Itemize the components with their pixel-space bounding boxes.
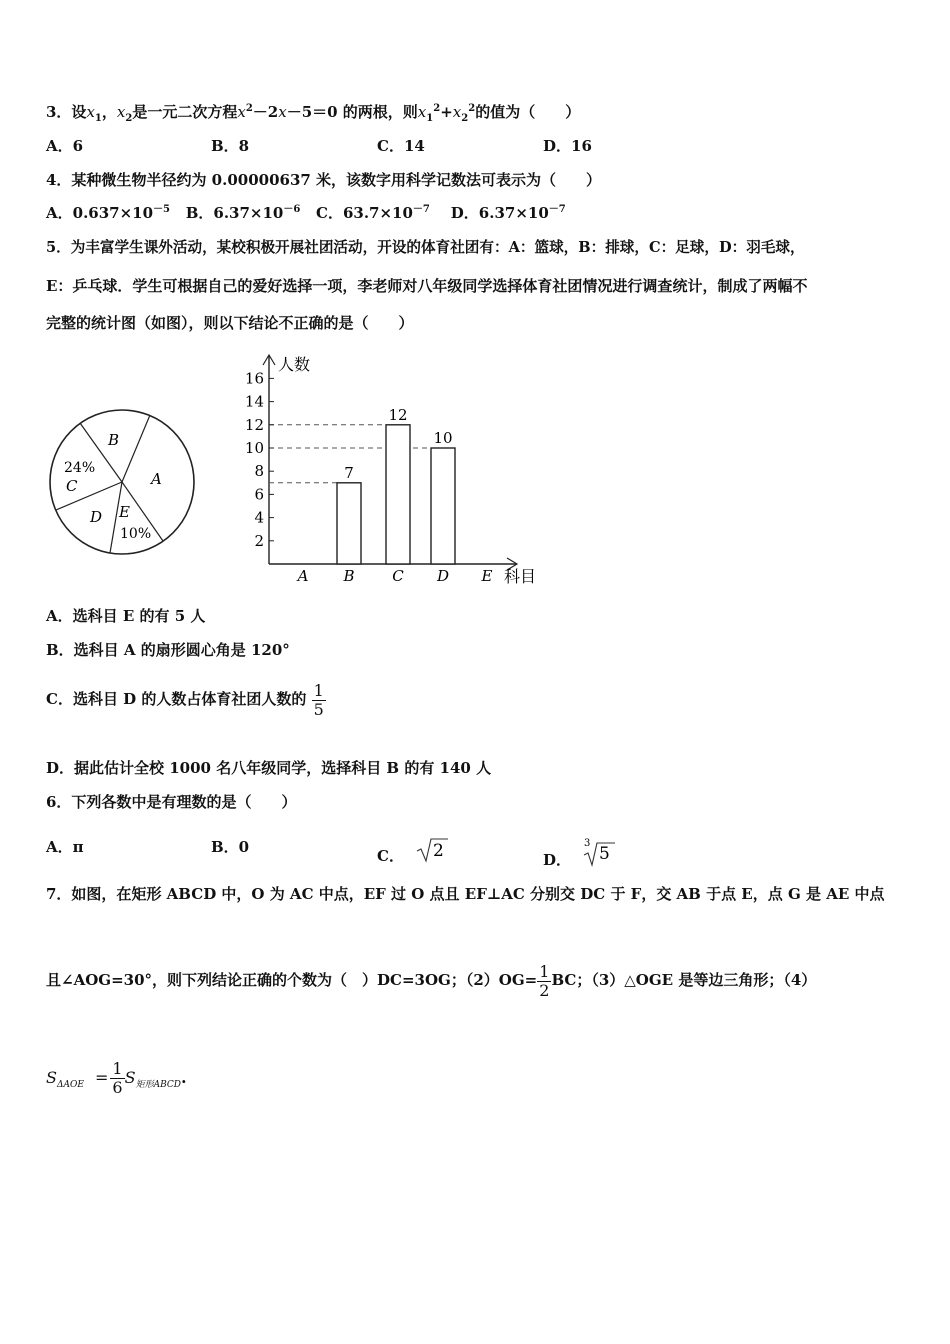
x-category-label: D xyxy=(436,567,450,585)
q3-option-b[interactable]: B．8 xyxy=(211,137,250,155)
bar-value-label: 12 xyxy=(388,405,408,424)
pie-chart xyxy=(44,384,204,564)
pie-label-a: A xyxy=(151,470,162,488)
q6-option-a[interactable]: A．π xyxy=(46,838,84,856)
q6-option-d[interactable]: D． 3 5 xyxy=(543,837,616,870)
y-tick-label: 10 xyxy=(244,439,264,457)
x-category-label: A xyxy=(297,567,309,585)
q7-area-formula: $S_{\Delta AOE}$ = $\frac{1}{6}$ $S_{矩形ABCD}$. xyxy=(46,1059,187,1097)
y-tick-label: 16 xyxy=(244,369,264,388)
radicand-5: 5 xyxy=(599,844,611,864)
x-category-label: B xyxy=(343,567,355,585)
q5-option-b[interactable]: B．选科目 A 的扇形圆心角是 120° xyxy=(46,641,290,659)
q4-option-b[interactable]: B．$6.37\times 10^{-6}$ xyxy=(185,204,301,222)
pie-label-d: D xyxy=(90,508,103,526)
y-tick-label: 6 xyxy=(254,485,264,504)
q5-stem-line1: 5．为丰富学生课外活动，某校积极开展社团活动，开设的体育社团有：A：篮球，B：排球，C：足球，D：羽毛球， xyxy=(46,239,805,256)
y-axis-label: 人数 xyxy=(278,355,311,374)
q5-stem-line3: 完整的统计图（如图），则以下结论不正确的是（ ） xyxy=(46,314,414,332)
y-tick-label: 2 xyxy=(254,531,264,550)
q6-option-b[interactable]: B．0 xyxy=(211,838,250,856)
root-index-3: 3 xyxy=(584,838,591,849)
pie-label-e: E xyxy=(119,503,130,521)
q6-option-c[interactable]: C． 2 xyxy=(377,837,449,866)
x-axis-label: 科目 xyxy=(504,567,537,586)
q3-option-a[interactable]: A．6 xyxy=(46,137,84,155)
q5-option-a[interactable]: A．选科目 E 的有 5 人 xyxy=(46,607,206,625)
q4-option-c[interactable]: C．$63.7\times 10^{-7}$ xyxy=(316,204,430,222)
q4-option-a[interactable]: A．$0.637\times 10^{-5}$ xyxy=(46,204,171,222)
bar-D xyxy=(431,448,455,564)
bar-chart xyxy=(236,350,546,590)
q3-option-d[interactable]: D．16 xyxy=(543,137,592,155)
q4-options xyxy=(46,203,566,223)
pie-percent-e: 10% xyxy=(120,526,152,542)
bar-value-label: 10 xyxy=(433,429,453,447)
sqrt-2-radical xyxy=(415,837,449,863)
x-category-label: E xyxy=(481,567,493,585)
radicand-2: 2 xyxy=(433,841,445,861)
pie-percent-c: 24% xyxy=(64,460,96,476)
q7-fraction-sixth: $\frac{1}{6}$ xyxy=(112,1059,123,1097)
q5-option-d[interactable]: D．据此估计全校 1000 名八年级同学，选择科目 B 的有 140 人 xyxy=(46,759,492,777)
x-category-label: C xyxy=(392,567,404,585)
q5-option-c[interactable]: C．选科目 D 的人数占体育社团人数的 $\frac{1}{5}$ xyxy=(46,680,324,719)
y-tick-label: 8 xyxy=(254,462,264,481)
y-tick-label: 12 xyxy=(244,415,264,434)
q4-option-d[interactable]: D．$6.37\times 10^{-7}$ xyxy=(450,204,566,222)
y-tick-label: 4 xyxy=(254,508,264,527)
q3-stem: 3．设$x_1$，$x_2$是一元二次方程$x^2-2x-5=0$ 的两根，则$x_1^2+x_2^2$的值为（ ） xyxy=(46,103,581,124)
cbrt-5-radical xyxy=(582,837,616,867)
y-tick-label: 14 xyxy=(244,392,264,411)
q5-stem-line2: E：乒乓球．学生可根据自己的爱好选择一项，李老师对八年级同学选择体育社团情况进行调查统计，制成了两幅不 xyxy=(46,277,808,295)
q7-stem-line2: 且∠AOG=30°，则下列结论正确的个数为（ ）DC=3OG；（2）OG= $\frac{1}{2}$ BC；（3）△OGE 是等边三角形；（4） xyxy=(46,961,817,1000)
bar-value-label: 7 xyxy=(344,463,354,482)
q7-fraction-half: $\frac{1}{2}$ xyxy=(539,961,550,1000)
pie-label-c: C xyxy=(66,477,78,495)
pie-label-b: B xyxy=(108,431,120,449)
bar-C xyxy=(386,425,410,564)
q7-stem-line1: 7．如图，在矩形 ABCD 中，O 为 AC 中点，EF 过 O 点且 EF⊥AC 分别交 DC 于 F，交 AB 于点 E，点 G 是 AE 中点 xyxy=(46,885,885,903)
q6-stem: 6．下列各数中是有理数的是（ ） xyxy=(46,793,297,811)
q4-stem: 4．某种微生物半径约为 0.00000637 米，该数字用科学记数法可表示为（ ） xyxy=(46,171,602,189)
q5-option-c-fraction: $\frac{1}{5}$ xyxy=(313,680,324,719)
q3-option-c[interactable]: C．14 xyxy=(377,137,425,155)
bar-B xyxy=(337,483,361,564)
